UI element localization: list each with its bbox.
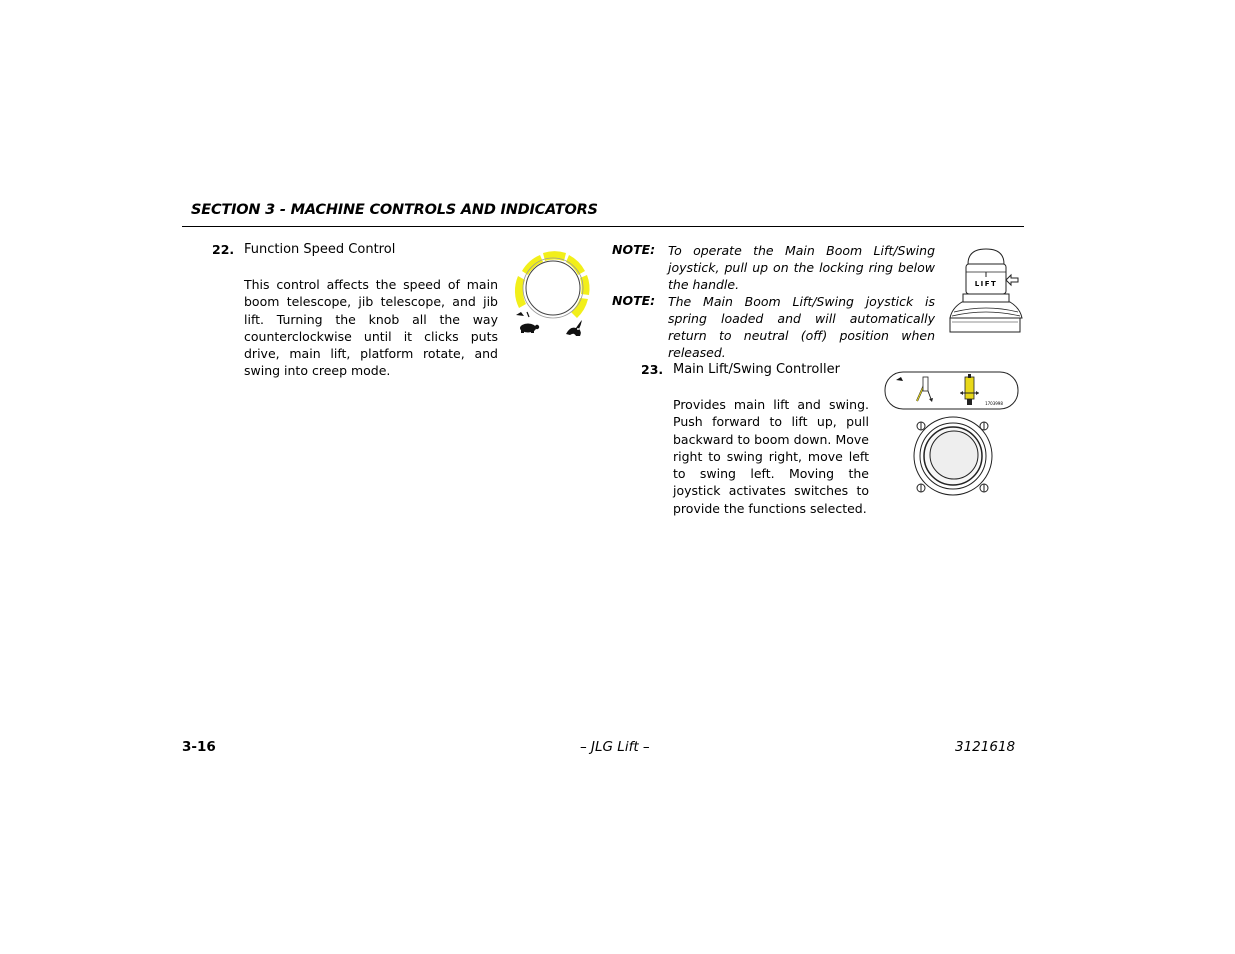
- joystick-handle: [966, 264, 1006, 294]
- joystick-top-view-figure: [910, 415, 996, 499]
- item-23-body: Provides main lift and swing. Push forward to lift up, pull backward to boom down. Move right to swing right, move left to swing left. Moving the joystick activates switches to provide the functions selected.: [673, 397, 869, 516]
- rabbit-icon: [566, 320, 582, 336]
- creep-mode-icon: [516, 312, 529, 317]
- turtle-icon: [520, 324, 539, 334]
- item-22-body: This control affects the speed of main boom telescope, jib telescope, and jib lift. Turning the knob all the way counterclockwise until it clicks puts drive, main lift, platform rotate, and swing into creep mode.: [244, 277, 498, 379]
- joystick-knob: [930, 431, 978, 479]
- joystick-lift-label: LIFT: [974, 280, 998, 288]
- section-title: SECTION 3 - MACHINE CONTROLS AND INDICATORS: [191, 202, 598, 218]
- function-speed-dial-figure: [510, 248, 600, 344]
- joystick-locking-ring-figure: [948, 246, 1024, 336]
- footer-doc-number: 3121618: [955, 739, 1016, 755]
- footer-center-title: – JLG Lift –: [580, 739, 650, 755]
- main-lift-swing-decal: [884, 371, 1020, 411]
- note-2-text: The Main Boom Lift/Swing joystick is spring loaded and will automatically return to neutral (off) position when released.: [668, 294, 935, 360]
- joystick-handle-top: [968, 249, 1004, 264]
- footer-page-number: 3-16: [182, 739, 216, 755]
- item-23-number: 23.: [641, 362, 664, 377]
- speed-dial-knob: [526, 261, 580, 315]
- arrow-left-icon: [1006, 275, 1018, 285]
- item-22-title: Function Speed Control: [244, 242, 396, 257]
- item-22-number: 22.: [212, 242, 235, 257]
- note-2-label: NOTE:: [612, 293, 656, 308]
- header-rule: [182, 226, 1024, 227]
- joystick-base-plate: [950, 318, 1020, 332]
- locking-ring: [963, 294, 1009, 302]
- note-1-label: NOTE:: [612, 242, 656, 257]
- decal-code: 1703998: [985, 401, 1003, 406]
- item-23-title: Main Lift/Swing Controller: [673, 362, 840, 377]
- note-1-text: To operate the Main Boom Lift/Swing joystick, pull up on the locking ring below the handle.: [668, 243, 935, 292]
